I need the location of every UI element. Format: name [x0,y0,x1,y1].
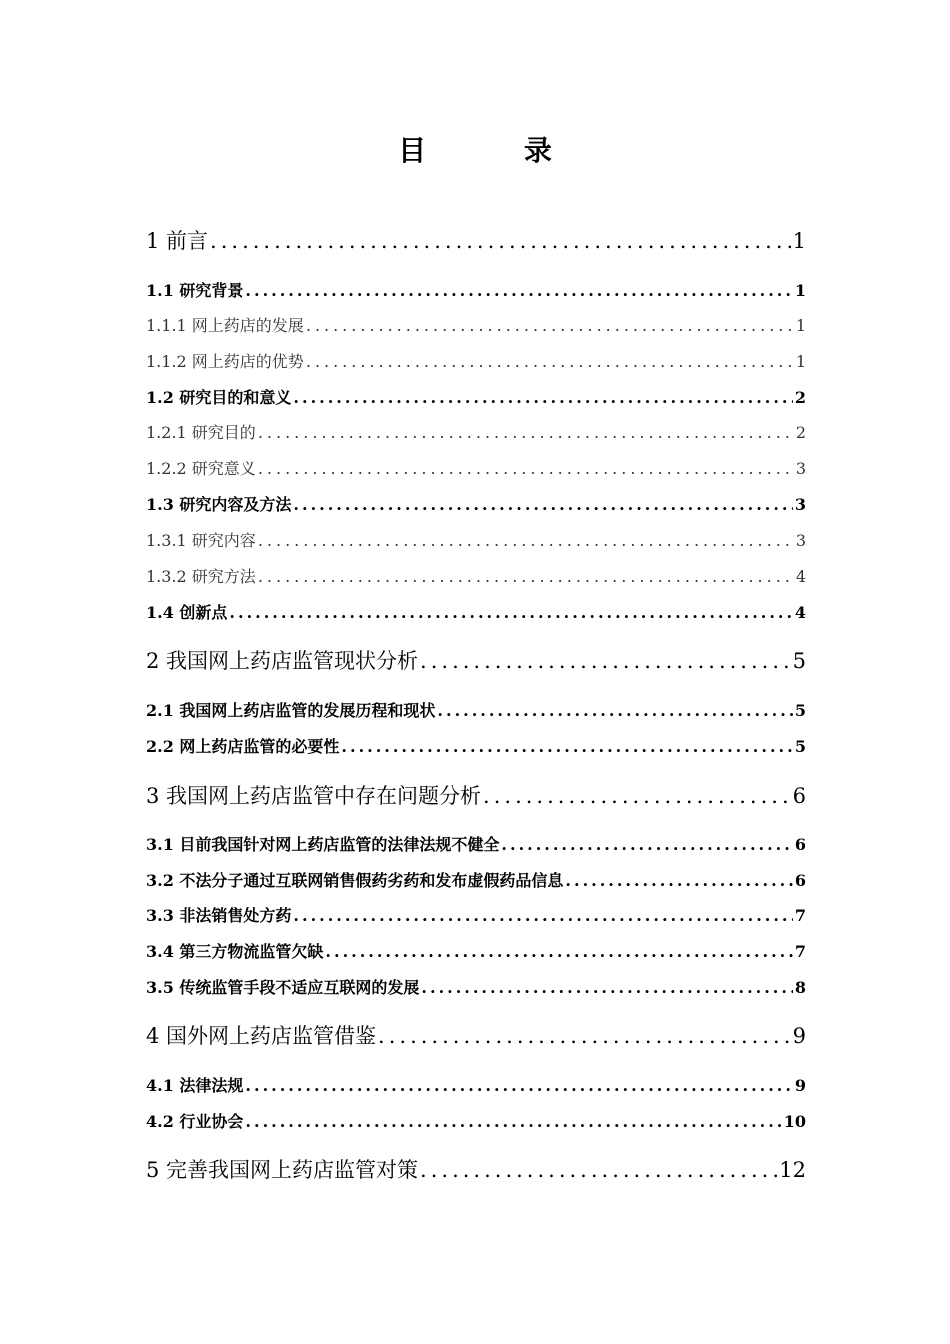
dot-leader [293,905,792,927]
toc-entry-label: 1 前言 [146,229,209,253]
toc-entry[interactable] [146,1023,806,1049]
dot-leader [258,530,794,552]
toc-entry[interactable] [146,280,806,302]
toc-page-number: 6 [794,835,806,854]
dot-leader [293,494,792,516]
toc-page-number: 8 [794,978,806,997]
toc-page-number: 7 [794,906,806,925]
toc-entry-label: 1.3.1 研究内容 [146,531,256,550]
toc-page-number: 2 [794,388,806,407]
toc-entry-label: 3.3 非法销售处方药 [146,906,292,925]
toc-page-number: 1 [792,229,806,253]
dot-leader [483,783,791,809]
dot-leader [420,648,791,674]
toc-page-number: 1 [795,316,806,335]
dot-leader [565,870,792,892]
toc-entry-label: 1.1.1 网上药店的发展 [146,316,304,335]
toc-entry[interactable] [146,458,806,480]
dot-leader [420,1157,777,1183]
dot-leader [293,387,792,409]
toc-entry-label: 1.2.2 研究意义 [146,459,256,478]
toc-page-number: 3 [794,495,806,514]
toc-entry-label: 1.2 研究目的和意义 [146,388,292,407]
toc-entry-label: 1.4 创新点 [146,603,228,622]
toc-page-number: 6 [792,784,806,808]
toc-entry-label: 4.1 法律法规 [146,1076,244,1095]
dot-leader [245,1075,792,1097]
toc-page-number: 9 [794,1076,806,1095]
toc-page-number: 12 [779,1158,806,1182]
toc-page-number: 5 [794,737,806,756]
toc-page-number: 1 [795,352,806,371]
toc-entry-label: 1.1 研究背景 [146,281,244,300]
dot-leader [437,700,792,722]
toc-page-number: 4 [795,567,806,586]
toc-entry-label: 3 我国网上药店监管中存在问题分析 [146,784,482,808]
toc-page-number: 1 [794,281,806,300]
toc-page-number: 3 [795,531,806,550]
toc-entry[interactable] [146,566,806,588]
toc-entry-label: 4.2 行业协会 [146,1112,244,1131]
dot-leader [258,566,794,588]
dot-leader [306,351,794,373]
toc-entry[interactable] [146,736,806,758]
toc-entry-label: 3.5 传统监管手段不适应互联网的发展 [146,978,420,997]
toc-page-number: 5 [792,649,806,673]
toc-entry[interactable] [146,648,806,674]
dot-leader [501,834,792,856]
dot-leader [421,977,792,999]
toc-entry-label: 3.4 第三方物流监管欠缺 [146,942,324,961]
toc-page-number: 3 [795,459,806,478]
toc-page-number: 10 [783,1112,806,1131]
dot-leader [378,1023,791,1049]
toc-entry[interactable] [146,602,806,624]
dot-leader [229,602,792,624]
toc-entry[interactable] [146,834,806,856]
toc-entry-label: 1.2.1 研究目的 [146,423,256,442]
toc-entry[interactable] [146,977,806,999]
toc-entry[interactable] [146,387,806,409]
toc-entry-label: 3.1 目前我国针对网上药店监管的法律法规不健全 [146,835,500,854]
toc-entry[interactable] [146,351,806,373]
toc-entry-label: 1.1.2 网上药店的优势 [146,352,304,371]
toc-entry-label: 1.3 研究内容及方法 [146,495,292,514]
dot-leader [258,422,794,444]
dot-leader [245,1111,781,1133]
dot-leader [306,315,794,337]
toc-entry[interactable] [146,783,806,809]
toc-entry[interactable] [146,494,806,516]
toc-entry[interactable] [146,315,806,337]
toc-entry[interactable] [146,1075,806,1097]
toc-entry-label: 5 完善我国网上药店监管对策 [146,1158,419,1182]
toc-entry[interactable] [146,870,806,892]
toc-page-number: 4 [794,603,806,622]
dot-leader [325,941,792,963]
toc-entry[interactable] [146,1157,806,1183]
page-title: 目 录 [398,134,596,167]
toc-entry[interactable] [146,422,806,444]
toc-entry[interactable] [146,1111,806,1133]
toc-entry[interactable] [146,530,806,552]
toc-page-number: 2 [795,423,806,442]
toc-entry-label: 3.2 不法分子通过互联网销售假药劣药和发布虚假药品信息 [146,871,564,890]
toc-page-number: 9 [792,1024,806,1048]
toc-entry-label: 2.2 网上药店监管的必要性 [146,737,340,756]
toc-entry[interactable] [146,941,806,963]
dot-leader [245,280,792,302]
toc-entry-label: 1.3.2 研究方法 [146,567,256,586]
toc-entry-label: 2 我国网上药店监管现状分析 [146,649,419,673]
dot-leader [341,736,792,758]
toc-entry[interactable] [146,905,806,927]
dot-leader [210,228,791,254]
toc-entry[interactable] [146,228,806,254]
toc-page-number: 5 [794,701,806,720]
toc-entry[interactable] [146,700,806,722]
toc-page-number: 6 [794,871,806,890]
dot-leader [258,458,794,480]
toc-entry-label: 4 国外网上药店监管借鉴 [146,1024,377,1048]
toc-page-number: 7 [794,942,806,961]
toc-entry-label: 2.1 我国网上药店监管的发展历程和现状 [146,701,436,720]
